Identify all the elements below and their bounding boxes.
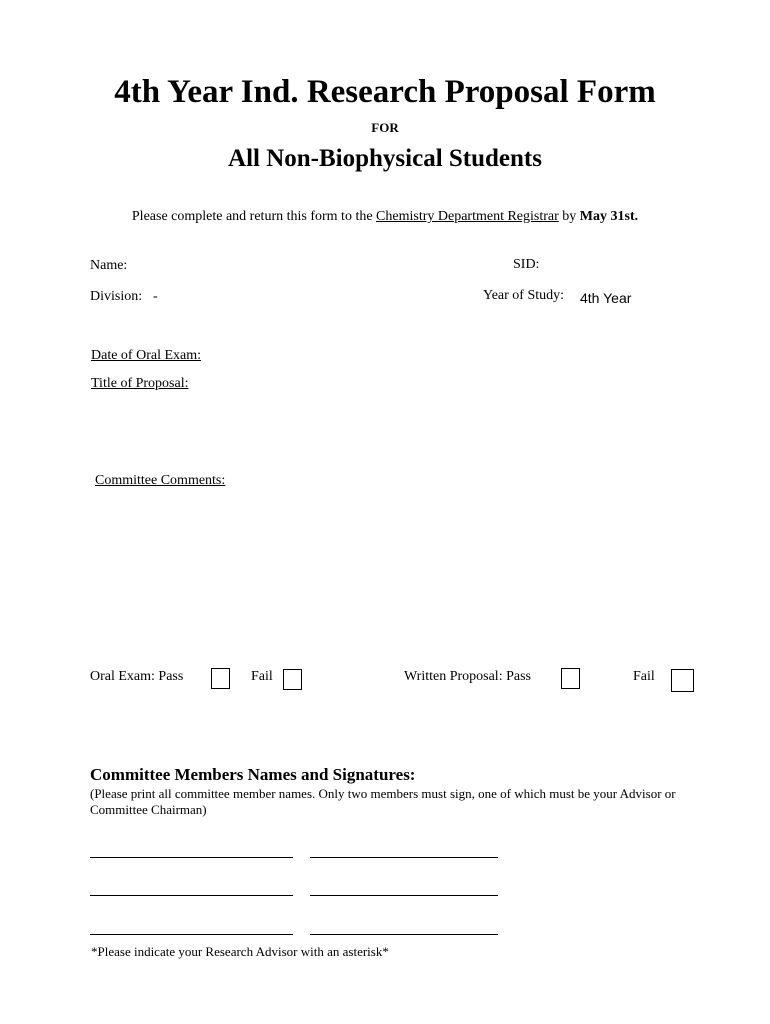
oral-pass-checkbox[interactable] — [211, 668, 230, 689]
committee-heading: Committee Members Names and Signatures: — [90, 765, 416, 784]
year-of-study-field[interactable]: 4th Year — [580, 290, 632, 306]
year-of-study-label: Year of Study: — [483, 288, 565, 303]
committee-comments-label: Committee Comments: — [95, 473, 226, 488]
member-signature-line-1[interactable] — [310, 857, 498, 858]
form-title: 4th Year Ind. Research Proposal Form — [114, 74, 656, 110]
division-label: Division: — [90, 289, 143, 304]
for-label: FOR — [371, 120, 399, 135]
member-signature-line-2[interactable] — [310, 895, 498, 896]
member-signature-line-3[interactable] — [310, 934, 498, 935]
form-subtitle: All Non-Biophysical Students — [228, 145, 542, 172]
oral-fail-label: Fail — [251, 669, 273, 684]
sid-label: SID: — [513, 257, 540, 272]
written-fail-checkbox[interactable] — [671, 669, 694, 692]
name-label: Name: — [90, 258, 128, 273]
division-field[interactable]: - — [153, 289, 158, 304]
member-name-line-2[interactable] — [90, 895, 293, 896]
proposal-title-label: Title of Proposal: — [91, 376, 189, 391]
advisor-asterisk-note: *Please indicate your Research Advisor with an asterisk* — [91, 944, 389, 959]
committee-note: (Please print all committee member names. Only two members must sign, one of which must be your Advisor or Committee Chairman) — [90, 786, 676, 817]
member-name-line-1[interactable] — [90, 857, 293, 858]
written-pass-checkbox[interactable] — [561, 668, 580, 689]
oral-fail-checkbox[interactable] — [283, 669, 302, 690]
instructions-line — [0, 209, 770, 225]
instructions-prefix: Please complete and return this form to the — [131, 209, 377, 224]
oral-exam-date-label: Date of Oral Exam: — [91, 348, 202, 363]
written-pass-label: Written Proposal: Pass — [404, 669, 531, 684]
instructions-middle: by — [558, 209, 580, 224]
registrar-link: Chemistry Department Registrar — [376, 209, 559, 224]
deadline-text: May 31st. — [579, 209, 639, 224]
written-fail-label: Fail — [633, 669, 655, 684]
oral-pass-label: Oral Exam: Pass — [90, 669, 184, 684]
member-name-line-3[interactable] — [90, 934, 293, 935]
